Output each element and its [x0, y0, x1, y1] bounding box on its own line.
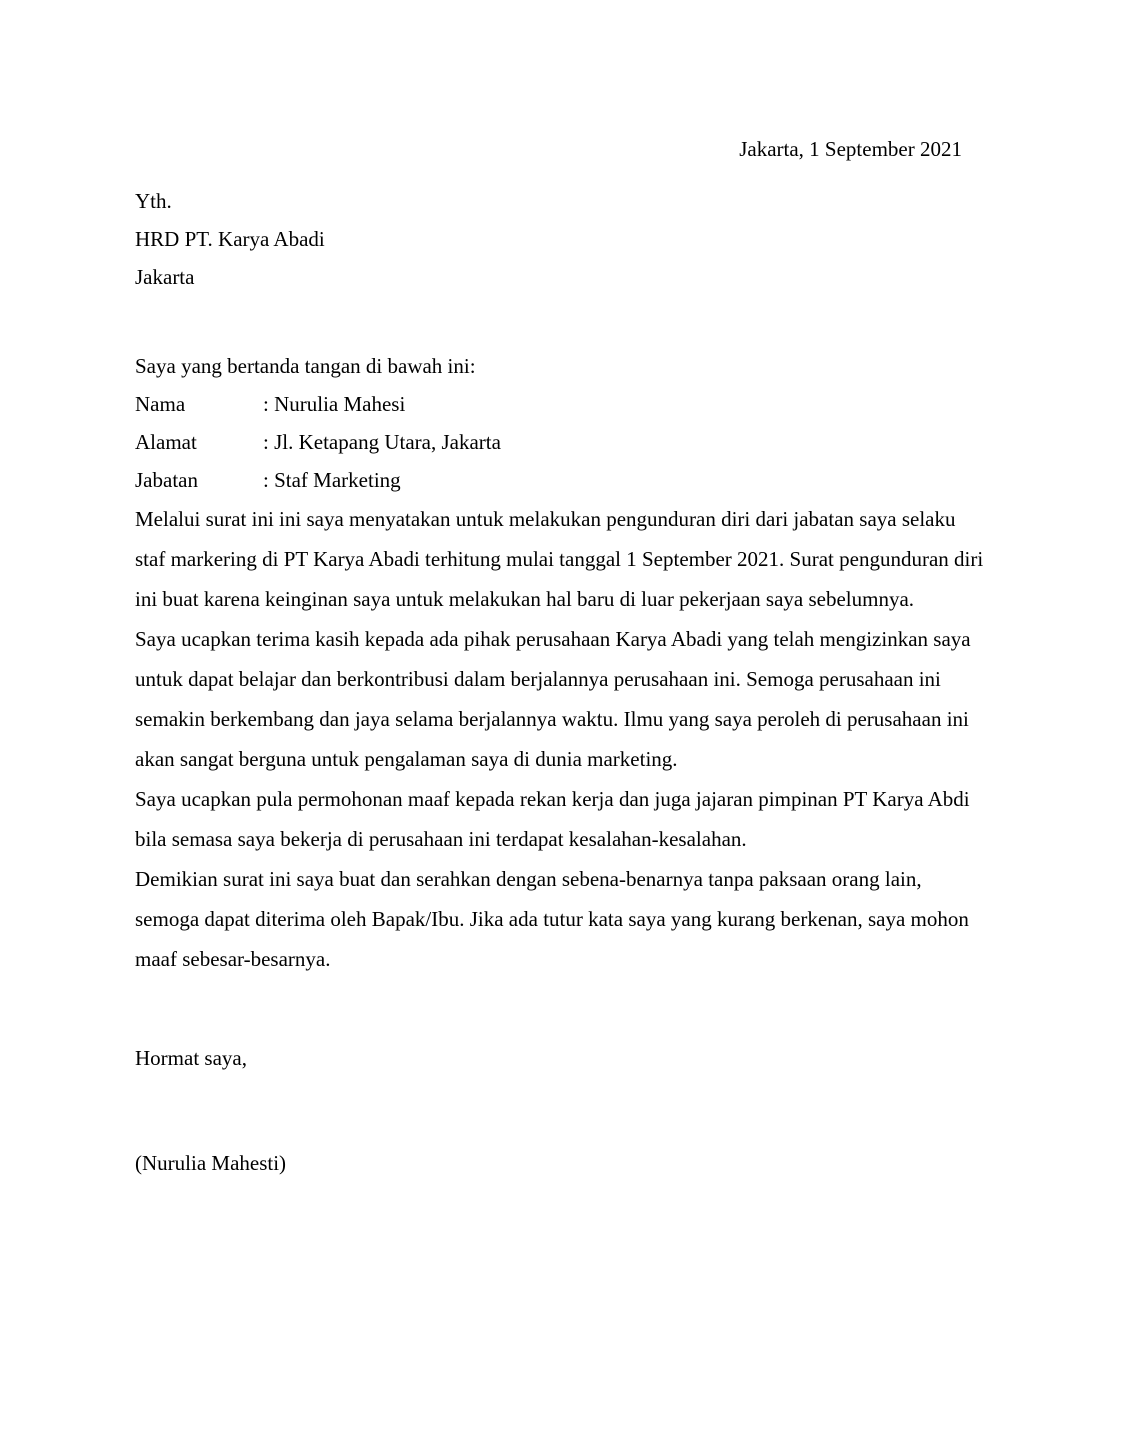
signature-name: (Nurulia Mahesti) [135, 1151, 287, 1175]
recipient-city: Jakarta [135, 265, 195, 289]
recipient-company: HRD PT. Karya Abadi [135, 227, 325, 251]
body-paragraph-2: Saya ucapkan terima kasih kepada ada pihak perusahaan Karya Abadi yang telah mengizinkan saya untuk dapat belajar dan berkontribusi dalam berjalannya perusahaan ini. Semoga perusahaan ini semakin berkembang dan jaya selama berjalannya waktu. Ilmu yang saya peroleh di perusahaan ini akan sangat berguna untuk pengalaman saya di dunia marketing. [135, 627, 971, 771]
sender-details [135, 385, 990, 499]
body-paragraph-3: Saya ucapkan pula permohonan maaf kepada rekan kerja dan juga jajaran pimpinan PT Karya Abdi bila semasa saya bekerja di perusahaan ini terdapat kesalahan-kesalahan. [135, 787, 970, 851]
intro-line: Saya yang bertanda tangan di bawah ini: [135, 354, 476, 378]
letter-date: Jakarta, 1 September 2021 [739, 137, 962, 161]
detail-value-alamat: Jl. Ketapang Utara, Jakarta [274, 430, 501, 454]
detail-label-alamat: Alamat [135, 430, 197, 454]
detail-value-nama: Nurulia Mahesi [274, 392, 406, 416]
body-paragraph-4: Demikian surat ini saya buat dan serahkan dengan sebena-benarnya tanpa paksaan orang lain, semoga dapat diterima oleh Bapak/Ibu. Jika ada tutur kata saya yang kurang berkenan, saya mohon maaf sebesar-besarnya. [135, 867, 969, 971]
detail-row-nama [135, 385, 990, 423]
detail-separator: : [263, 430, 269, 454]
detail-row-jabatan [135, 461, 990, 499]
detail-row-alamat [135, 423, 990, 461]
closing-salutation: Hormat saya, [135, 1046, 247, 1070]
body-paragraph-1: Melalui surat ini ini saya menyatakan untuk melakukan pengunduran diri dari jabatan saya selaku staf markering di PT Karya Abadi terhitung mulai tanggal 1 September 2021. Surat pengunduran diri ini buat karena keinginan saya untuk melakukan hal baru di luar pekerjaan saya sebelumnya. [135, 507, 984, 611]
detail-label-jabatan: Jabatan [135, 468, 198, 492]
detail-label-nama: Nama [135, 392, 186, 416]
detail-separator: : [263, 392, 269, 416]
recipient-block [135, 182, 990, 296]
detail-value-jabatan: Staf Marketing [274, 468, 401, 492]
recipient-salutation: Yth. [135, 189, 172, 213]
detail-separator: : [263, 468, 269, 492]
